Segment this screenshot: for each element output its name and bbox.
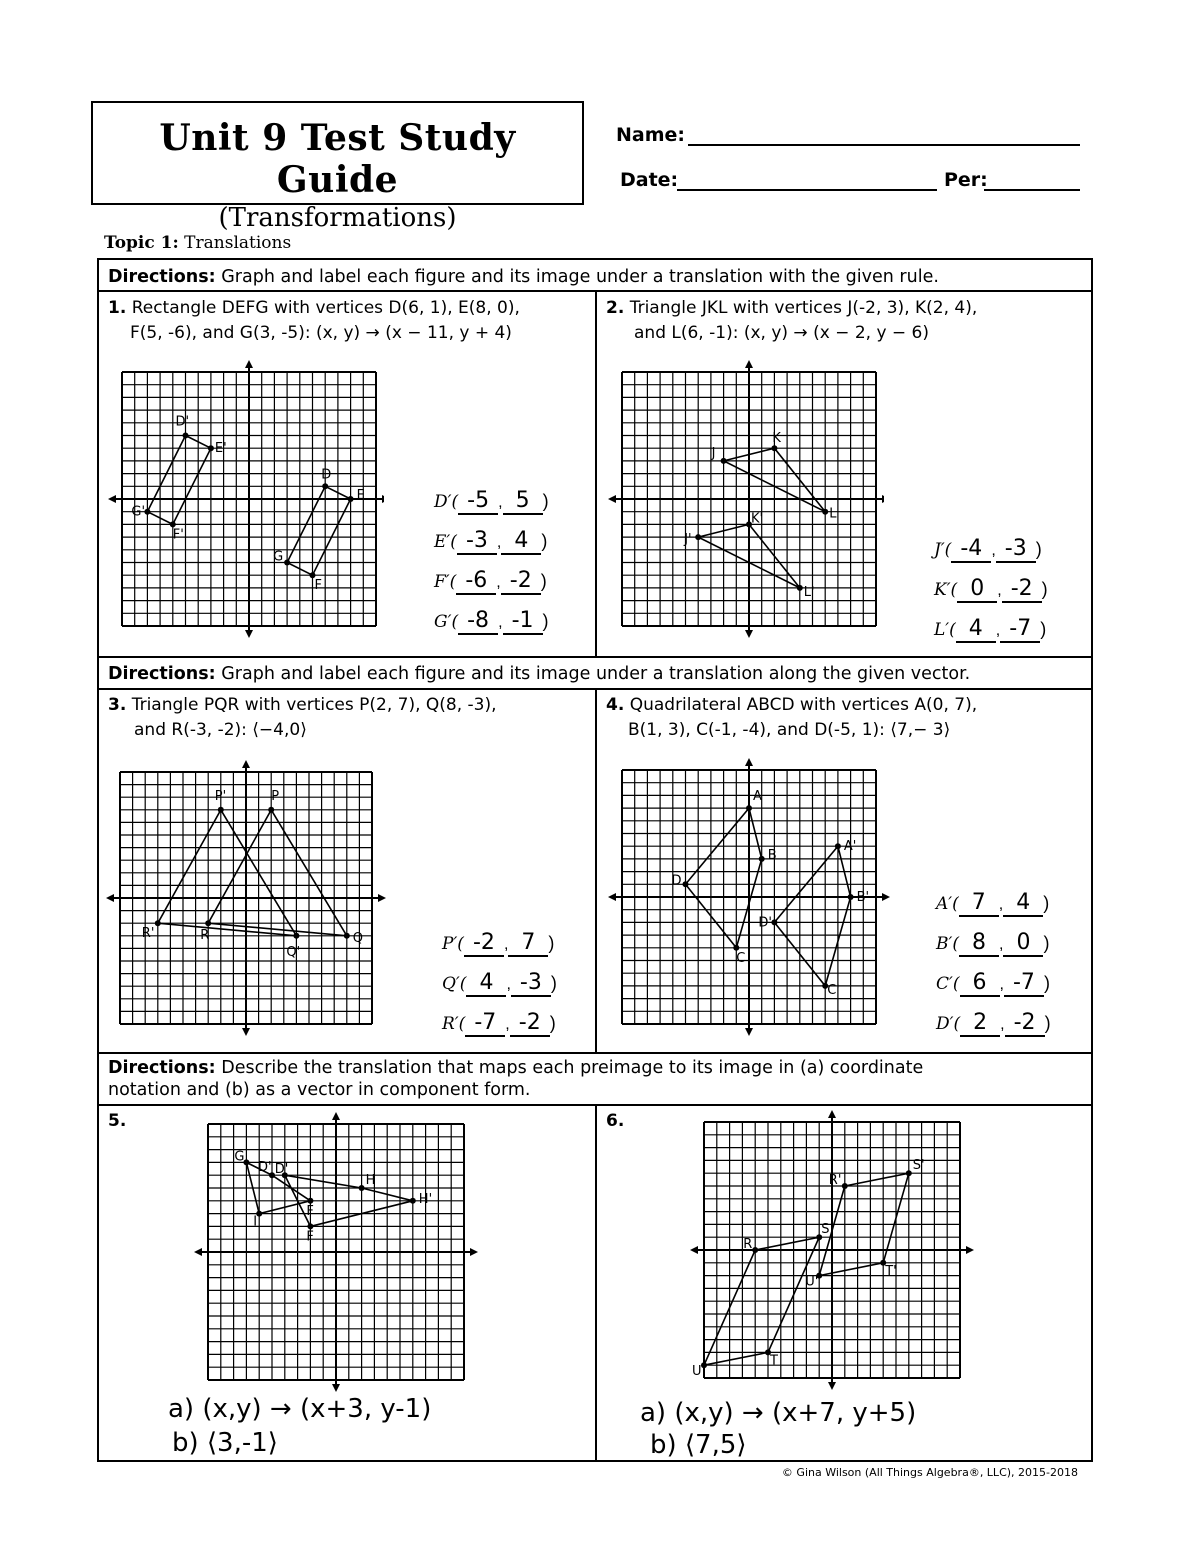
separator: ) [1043, 893, 1050, 913]
arrow-left-icon [690, 1246, 698, 1254]
answer-row [936, 970, 1050, 997]
topic-heading [104, 233, 291, 253]
answer-x-blank[interactable]: -8 [458, 608, 498, 635]
vertex-label: A [753, 789, 762, 805]
vertex-point [268, 807, 274, 813]
vertex-label: K [772, 431, 781, 447]
separator: ) [540, 571, 547, 591]
answer-row [434, 488, 549, 515]
answer-y-blank[interactable]: -2 [501, 568, 541, 595]
vertex-label: U' [805, 1274, 819, 1290]
vertex-point [701, 1362, 707, 1368]
separator: ) [548, 933, 555, 953]
arrow-up-icon [245, 360, 253, 368]
page-subtitle: (Transformations) [218, 203, 457, 233]
answer-x-blank[interactable]: 6 [960, 970, 1000, 997]
answer-y-blank[interactable]: 7 [508, 930, 548, 957]
directions-2: Directions: Graph and label each figure and its image under a translation along the given vector. [108, 664, 971, 684]
separator: , [496, 574, 501, 591]
separator: , [995, 622, 1001, 639]
image-defg [147, 436, 211, 525]
answer-y-blank[interactable]: -1 [503, 608, 543, 635]
arrow-right-icon [882, 893, 890, 901]
answer-y-blank[interactable]: -2 [1002, 576, 1042, 603]
vertex-label: A' [843, 839, 857, 855]
vertex-point [218, 807, 224, 813]
separator: , [998, 896, 1004, 913]
vertex-label: C' [827, 982, 840, 998]
vertex-point [797, 585, 803, 591]
vertex-point [348, 496, 354, 502]
separator: , [991, 542, 996, 559]
separator: ) [1044, 1013, 1051, 1033]
answer-y-blank[interactable]: -2 [1005, 1010, 1045, 1037]
graph-problem-3 [104, 758, 394, 1042]
answer-row [936, 890, 1049, 917]
answer-x-blank[interactable]: -7 [465, 1010, 505, 1037]
answer-label: D′( [936, 1014, 961, 1034]
answer-label: J′( [934, 540, 952, 560]
separator: , [997, 582, 1002, 599]
vertex-point [344, 933, 350, 939]
answer-row [442, 930, 554, 957]
vertex-point [842, 1183, 848, 1189]
answer-y-blank[interactable]: -7 [1004, 970, 1044, 997]
answer-row [442, 970, 557, 997]
vertex-point [906, 1170, 912, 1176]
vertex-point [144, 509, 150, 515]
vertex-label: R' [141, 926, 155, 942]
topic-name: Translations [184, 233, 292, 253]
vertex-label: F [306, 1203, 314, 1219]
answer-row [936, 930, 1049, 957]
problem-6-number: 6. [606, 1111, 625, 1131]
vertex-point [183, 433, 189, 439]
separator: ) [550, 973, 557, 993]
vertex-point [752, 1247, 758, 1253]
separator: , [1000, 1016, 1005, 1033]
answer-label: Q′( [442, 974, 467, 994]
answer-label: K′( [934, 580, 958, 600]
vertex-label: L [829, 506, 837, 522]
directions-1: Directions: Graph and label each figure and its image under a translation with the given rule. [108, 267, 939, 287]
arrow-left-icon [108, 495, 116, 503]
vertex-label: J [711, 445, 716, 461]
arrow-up-icon [745, 758, 753, 766]
answer-x-blank[interactable]: 4 [956, 616, 996, 643]
vertex-label: S' [912, 1158, 925, 1174]
arrow-down-icon [242, 1028, 250, 1036]
vertex-label: C [736, 950, 746, 966]
vertex-label: P' [214, 788, 227, 804]
vertex-label: R' [828, 1173, 842, 1188]
vertex-point [822, 509, 828, 515]
vertex-label: D' [274, 1162, 289, 1178]
vertex-point [695, 534, 701, 540]
topic-prefix: Topic 1: [104, 233, 179, 253]
answer-5a: a) (x,y) → (x+3, y-1) [168, 1394, 432, 1424]
answer-x-blank[interactable]: 0 [957, 576, 997, 603]
arrow-up-icon [332, 1112, 340, 1120]
arrow-left-icon [608, 893, 616, 901]
separator: , [999, 976, 1004, 993]
per-label: Per: [944, 169, 988, 191]
vertex-point [410, 1198, 416, 1204]
vertex-label: F [306, 1229, 314, 1245]
answer-6b: b) ⟨7,5⟩ [650, 1430, 747, 1460]
answer-y-blank[interactable]: 5 [503, 488, 543, 515]
vertex-label: I [253, 1214, 258, 1230]
answer-x-blank[interactable]: 8 [959, 930, 999, 957]
vertex-label: D' [258, 1160, 272, 1176]
vertex-label: G [234, 1149, 245, 1165]
arrow-down-icon [745, 630, 753, 638]
vertex-label: R [200, 928, 210, 944]
date-field[interactable] [677, 189, 937, 191]
separator: ) [1041, 579, 1048, 599]
separator: ) [541, 531, 548, 551]
separator: , [999, 936, 1004, 953]
separator: , [498, 494, 503, 511]
arrow-right-icon [378, 894, 386, 902]
answer-row [434, 608, 549, 635]
problem-1: 1. Rectangle DEFG with vertices D(6, 1), E(8, 0), F(5, -6), and G(3, -5): (x, y) → (x − 11, y + 4) [108, 298, 520, 343]
vertex-point [155, 920, 161, 926]
vertex-label: P [271, 788, 280, 804]
vertex-label: T' [885, 1263, 897, 1279]
answer-y-blank[interactable]: -3 [996, 536, 1036, 563]
answer-y-blank[interactable]: -3 [511, 970, 551, 997]
vertex-label: D' [758, 915, 772, 931]
answer-x-blank[interactable]: -2 [464, 930, 504, 957]
vertex-label: B' [856, 890, 870, 905]
answer-row [934, 536, 1042, 563]
problem-5-number: 5. [108, 1111, 127, 1131]
name-field[interactable] [688, 144, 1080, 146]
divider [97, 656, 1093, 658]
answer-x-blank[interactable]: -4 [951, 536, 991, 563]
vertex-label: T [770, 1353, 778, 1369]
answer-y-blank[interactable]: 0 [1003, 930, 1043, 957]
graph-problem-6 [686, 1106, 986, 1396]
separator: ) [1043, 933, 1050, 953]
vertex-label: J' [684, 532, 692, 548]
vertex-label: F [314, 578, 322, 594]
graph-problem-2 [604, 360, 884, 644]
separator: ) [1043, 973, 1050, 993]
separator: , [503, 936, 509, 953]
vertex-label: H' [418, 1191, 433, 1207]
vertex-label: S [821, 1222, 830, 1238]
name-label: Name: [616, 124, 686, 146]
vertex-point [835, 843, 841, 849]
separator: , [498, 614, 503, 631]
arrow-down-icon [245, 630, 253, 638]
vertex-label: G' [131, 504, 146, 520]
separator: ) [1035, 539, 1042, 559]
vertex-point [256, 1211, 262, 1217]
graph-problem-1 [104, 360, 384, 644]
vertex-label: D' [175, 414, 190, 430]
answer-label: E′( [434, 532, 457, 552]
vertex-label: L' [803, 584, 815, 600]
directions-3: Directions: Describe the translation that maps each preimage to its image in (a) coordinate notation and (b) as a vector in component form. [108, 1058, 924, 1100]
vertex-label: K' [751, 511, 764, 527]
vertex-point [359, 1185, 365, 1191]
vertex-label: E' [214, 441, 227, 457]
date-label: Date: [620, 169, 679, 191]
vertex-point [721, 458, 727, 464]
divider [595, 290, 597, 656]
divider [595, 1104, 597, 1460]
answer-x-blank[interactable]: -3 [457, 528, 497, 555]
vertex-point [205, 920, 211, 926]
graph-problem-5 [190, 1110, 490, 1392]
answer-5b: b) ⟨3,-1⟩ [172, 1428, 278, 1458]
vertex-point [683, 881, 689, 887]
separator: , [496, 534, 502, 551]
arrow-up-icon [242, 760, 250, 768]
arrow-left-icon [106, 894, 114, 902]
vertex-point [848, 894, 854, 900]
answer-label: G′( [434, 612, 459, 632]
answer-row [434, 568, 547, 595]
answer-6a: a) (x,y) → (x+7, y+5) [640, 1398, 917, 1428]
vertex-label: E [356, 488, 365, 503]
graph-problem-4 [604, 758, 904, 1042]
vertex-point [771, 919, 777, 925]
problem-2: 2. Triangle JKL with vertices J(-2, 3), K(2, 4), and L(6, -1): (x, y) → (x − 2, y − 6) [606, 298, 978, 343]
answer-label: P′( [442, 934, 464, 954]
arrow-left-icon [194, 1248, 202, 1256]
vertex-label: R [743, 1237, 753, 1252]
divider [97, 1052, 1093, 1054]
arrow-down-icon [745, 1028, 753, 1036]
answer-y-blank[interactable]: -2 [510, 1010, 550, 1037]
vertex-label: F' [172, 527, 184, 543]
vertex-label: U [692, 1364, 702, 1380]
answer-label: R′( [442, 1014, 466, 1034]
vertex-label: G [273, 549, 284, 565]
vertex-label: B [767, 847, 777, 863]
divider [595, 688, 597, 1052]
vertex-label: Q' [286, 944, 301, 960]
answer-row [934, 616, 1046, 643]
arrow-up-icon [828, 1110, 836, 1118]
vertex-label: H [365, 1173, 376, 1188]
arrow-left-icon [608, 495, 616, 503]
answer-label: D′( [434, 492, 459, 512]
arrow-up-icon [745, 360, 753, 368]
answer-y-blank[interactable]: 4 [501, 528, 541, 555]
answer-label: F′( [434, 572, 457, 592]
vertex-point [284, 560, 290, 566]
copyright-footer: © Gina Wilson (All Things Algebra®, LLC), 2015-2018 [781, 1466, 1078, 1479]
vertex-point [322, 483, 328, 489]
answer-y-blank[interactable]: 4 [1003, 890, 1043, 917]
vertex-label: D [671, 873, 682, 889]
answer-label: A′( [936, 894, 959, 914]
answer-x-blank[interactable]: -6 [456, 568, 496, 595]
separator: , [505, 1016, 510, 1033]
answer-label: L′( [934, 620, 956, 640]
answer-x-blank[interactable]: 2 [960, 1010, 1000, 1037]
answer-label: C′( [936, 974, 960, 994]
title-box [91, 101, 584, 233]
answer-row [936, 1010, 1051, 1037]
vertex-point [746, 805, 752, 811]
separator: ) [549, 1013, 556, 1033]
vertex-label: Q [352, 930, 364, 946]
page-title: Unit 9 Test Study Guide [159, 117, 516, 201]
separator: ) [1040, 619, 1047, 639]
answer-y-blank[interactable]: -7 [1000, 616, 1040, 643]
vertex-point [293, 933, 299, 939]
vertex-point [208, 445, 214, 451]
answer-label: B′( [936, 934, 959, 954]
period-field[interactable] [984, 189, 1080, 191]
arrow-right-icon [470, 1248, 478, 1256]
problem-3: 3. Triangle PQR with vertices P(2, 7), Q(8, -3), and R(-3, -2): ⟨−4,0⟩ [108, 695, 497, 740]
arrow-right-icon [882, 495, 884, 503]
separator: ) [542, 611, 549, 631]
arrow-down-icon [828, 1382, 836, 1390]
separator: , [506, 976, 511, 993]
answer-x-blank[interactable]: -5 [458, 488, 498, 515]
arrow-down-icon [332, 1384, 340, 1392]
separator: ) [542, 491, 549, 511]
arrow-right-icon [382, 495, 384, 503]
answer-x-blank[interactable]: 4 [466, 970, 506, 997]
answer-row [442, 1010, 556, 1037]
problem-4: 4. Quadrilateral ABCD with vertices A(0, 7), B(1, 3), C(-1, -4), and D(-5, 1): ⟨7,− 3⟩ [606, 695, 978, 740]
arrow-right-icon [966, 1246, 974, 1254]
answer-row [434, 528, 547, 555]
answer-x-blank[interactable]: 7 [959, 890, 999, 917]
vertex-label: D [321, 467, 332, 483]
answer-row [934, 576, 1048, 603]
vertex-point [759, 856, 765, 862]
